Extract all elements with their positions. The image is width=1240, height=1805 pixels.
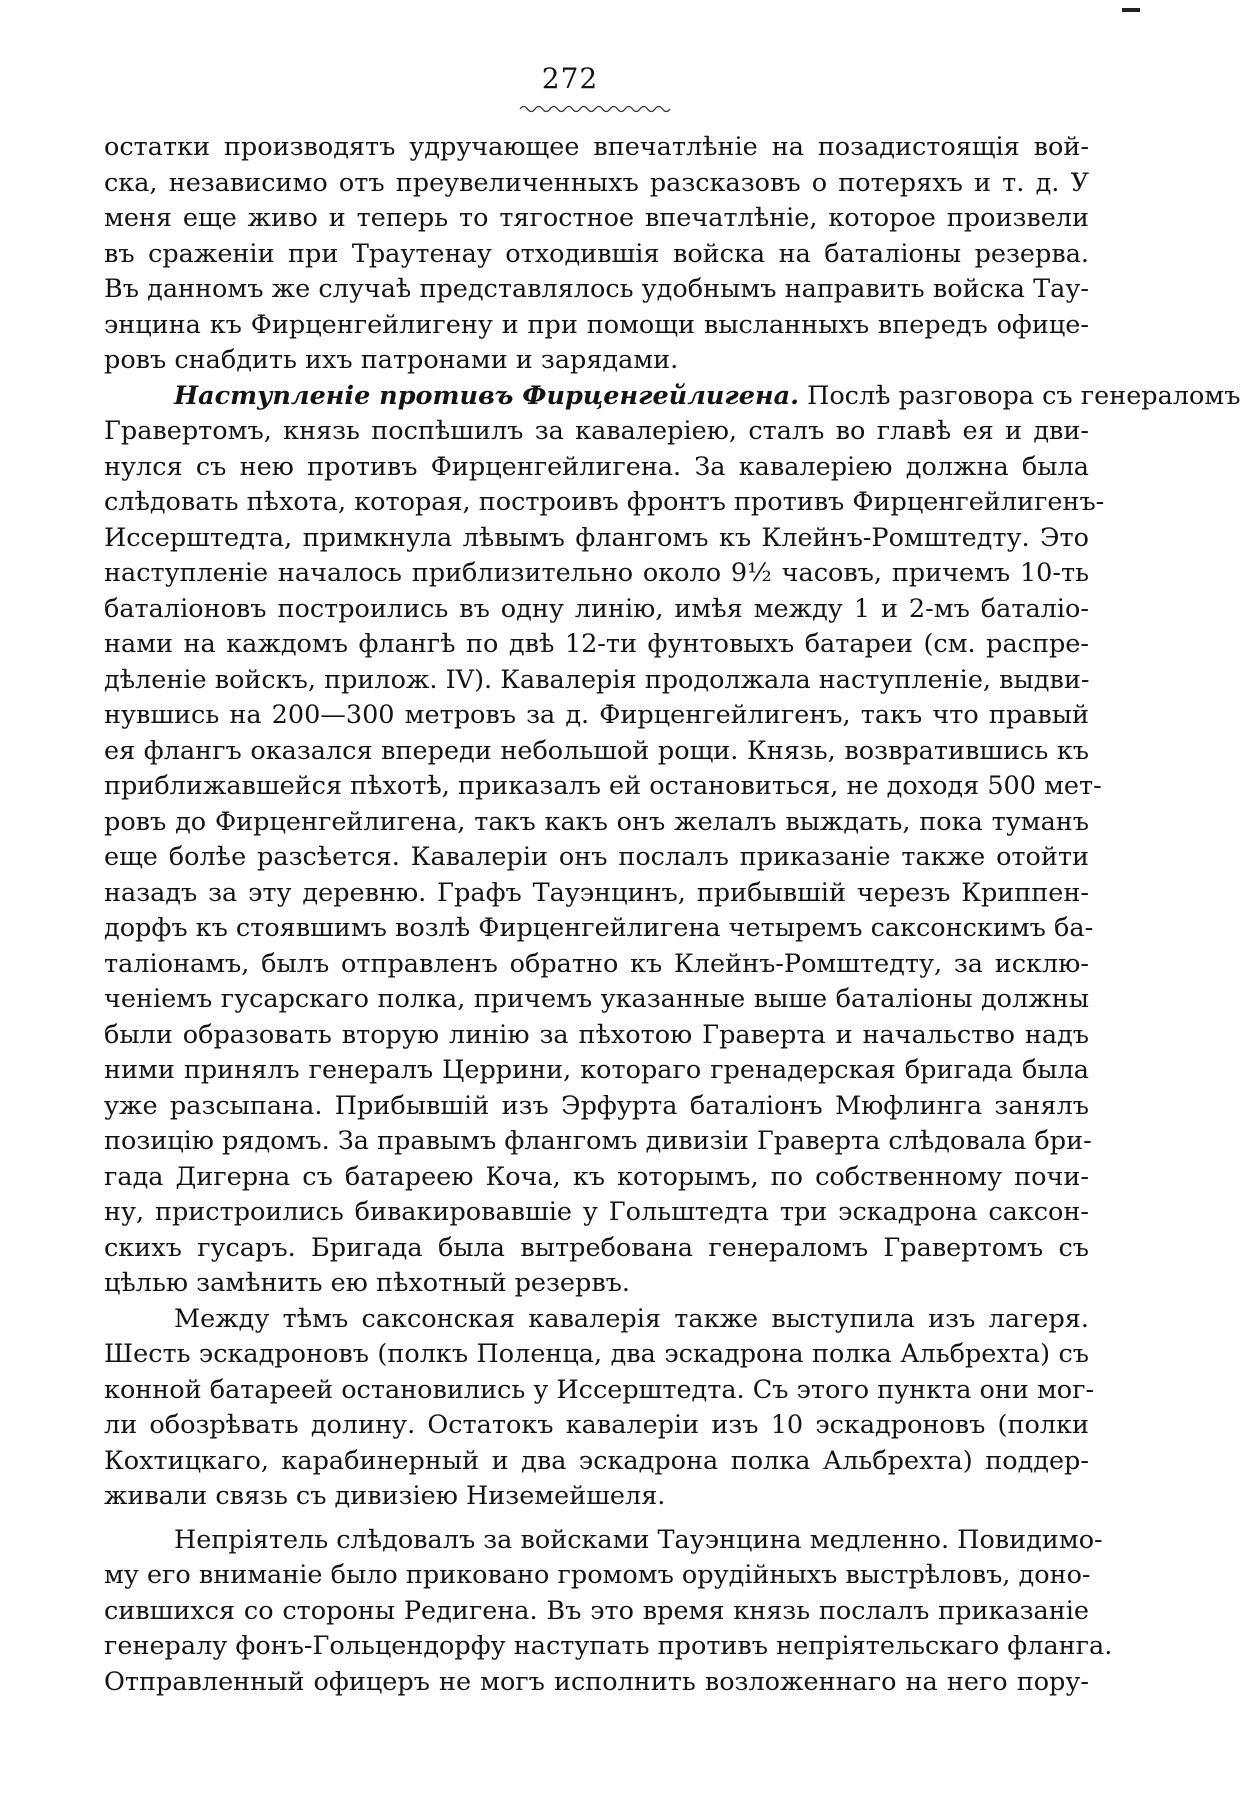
text-line: нулся съ нею противъ Фирценгейлигена. За кавалеріею должна была [104, 451, 1089, 482]
text-line: живали связь съ дивизіею Низемейшеля. [104, 1481, 666, 1511]
text-line: Иссерштедта, примкнула лѣвымъ флангомъ къ Клейнъ-Ромштедту. Это [104, 522, 1089, 553]
text-line: Въ данномъ же случаѣ представлялось удобнымъ направить войска Тау- [104, 274, 1089, 304]
text-line: Шесть эскадроновъ (полкъ Поленца, два эскадрона полка Альбрехта) съ [104, 1339, 1089, 1369]
text-line: наступленіе началось приблизительно около 9½ часовъ, причемъ 10-ть [104, 558, 1089, 588]
paragraph [104, 379, 1240, 1302]
page-number: 272 [541, 62, 599, 95]
section-heading: Наступленіе противъ Фирценгейлигена. [174, 380, 799, 411]
text-line: въ сраженіи при Траутенау отходившія войска на баталіоны резерва. [104, 238, 1089, 269]
text-line: приближавшейся пѣхотѣ, приказалъ ей остановиться, не доходя 500 мет- [104, 771, 1102, 801]
text-line: меня еще живо и теперь то тягостное впечатлѣніе, которое произвели [104, 203, 1089, 233]
text-line: остатки производятъ удручающее впечатлѣніе на позадистоящія вой- [104, 132, 1089, 162]
text-line: Отправленный офицеръ не могъ исполнить возложеннаго на него пору- [104, 1666, 1089, 1697]
text-line: цѣлью замѣнить ею пѣхотный резервъ. [104, 1268, 630, 1298]
text-line: ея флангъ оказался впереди небольшой рощи. Князь, возвратившись къ [104, 735, 1089, 766]
text-line-with-heading [104, 379, 1240, 415]
text-line: таліонамъ, былъ отправленъ обратно къ Клейнъ-Ромштедту, за исклю- [104, 948, 1089, 979]
paragraph-spacer [104, 1515, 1089, 1523]
text-line: ровъ до Фирценгейлигена, такъ какъ онъ желалъ выждать, пока туманъ [104, 806, 1089, 837]
text-line: ченіемъ гусарскаго полка, причемъ указанные выше баталіоны должны [104, 984, 1089, 1014]
text-line: слѣдовать пѣхота, которая, построивъ фронтъ противъ Фирценгейлигенъ- [104, 487, 1105, 517]
text-line: Гравертомъ, князь поспѣшилъ за кавалеріею, сталъ во главѣ ея и дви- [104, 416, 1089, 446]
text-line: были образовать вторую линію за пѣхотою Граверта и начальство надъ [104, 1019, 1089, 1050]
text-line: назадъ за эту деревню. Графъ Тауэнцинъ, прибывшій черезъ Криппен- [104, 877, 1089, 908]
text-line: ну, пристроились бивакировавшіе у Гольштедта три эскадрона саксон- [104, 1197, 1089, 1227]
text-line: конной батареей остановились у Иссерштедта. Съ этого пункта они мог- [104, 1374, 1095, 1405]
text-line: ними принялъ генералъ Церрини, котораго гренадерская бригада была [104, 1055, 1089, 1085]
text-line: Кохтицкаго, карабинерный и два эскадрона полка Альбрехта) поддер- [104, 1445, 1089, 1476]
text-line: генералу фонъ-Гольцендорфу наступать противъ непріятельскаго фланга. [104, 1631, 1113, 1661]
text-line: дѣленіе войскъ, прилож. IV). Кавалерія продолжала наступленіе, выдви- [104, 664, 1090, 695]
text-line: му его вниманіе было приковано громомъ орудійныхъ выстрѣловъ, доно- [104, 1560, 1091, 1590]
text-line: нувшись на 200—300 метровъ за д. Фирценгейлигенъ, такъ что правый [104, 700, 1089, 730]
text-line: сившихся со стороны Редигена. Въ это время князь послалъ приказаніе [104, 1595, 1089, 1626]
text-line: ровъ снабдить ихъ патронами и зарядами. [104, 345, 679, 375]
paragraph [104, 1523, 1113, 1701]
text-line: ли обозрѣвать долину. Остатокъ кавалеріи изъ 10 эскадроновъ (полки [104, 1410, 1089, 1440]
text-line: гада Дигерна съ батареею Коча, къ которымъ, по собственному почи- [104, 1161, 1089, 1192]
text-line: энцина къ Фирценгейлигену и при помощи высланныхъ впередъ офице- [104, 309, 1089, 340]
ornamental-rule [520, 104, 670, 114]
text-line: баталіоновъ построились въ одну линію, имѣя между 1 и 2-мъ баталіо- [104, 593, 1089, 624]
scan-edge-mark [1122, 8, 1140, 12]
body-text [104, 130, 1240, 1700]
text-line: уже разсыпана. Прибывшій изъ Эрфурта баталіонъ Мюфлинга занялъ [104, 1090, 1089, 1121]
text-line: Между тѣмъ саксонская кавалерія также выступила изъ лагеря. [174, 1303, 1089, 1334]
paragraph [104, 130, 1089, 379]
text-line: ска, независимо отъ преувеличенныхъ разсказовъ о потеряхъ и т. д. У [104, 167, 1089, 198]
text-run: Послѣ разговора съ генераломъ [807, 380, 1240, 411]
text-line: Непріятель слѣдовалъ за войсками Тауэнцина медленно. Повидимо- [174, 1524, 1103, 1555]
text-line: еще болѣе разсѣется. Кавалеріи онъ послалъ приказаніе также отойти [104, 842, 1089, 872]
text-line: позицію рядомъ. За правымъ флангомъ дивизіи Граверта слѣдовала бри- [104, 1126, 1092, 1156]
paragraph [104, 1302, 1095, 1515]
text-line: дорфъ къ стоявшимъ возлѣ Фирценгейлигена четыремъ саксонскимъ ба- [104, 913, 1094, 943]
text-line: скихъ гусаръ. Бригада была вытребована генераломъ Гравертомъ съ [104, 1232, 1089, 1263]
text-line: нами на каждомъ флангѣ по двѣ 12-ти фунтовыхъ батареи (см. распре- [104, 629, 1089, 659]
